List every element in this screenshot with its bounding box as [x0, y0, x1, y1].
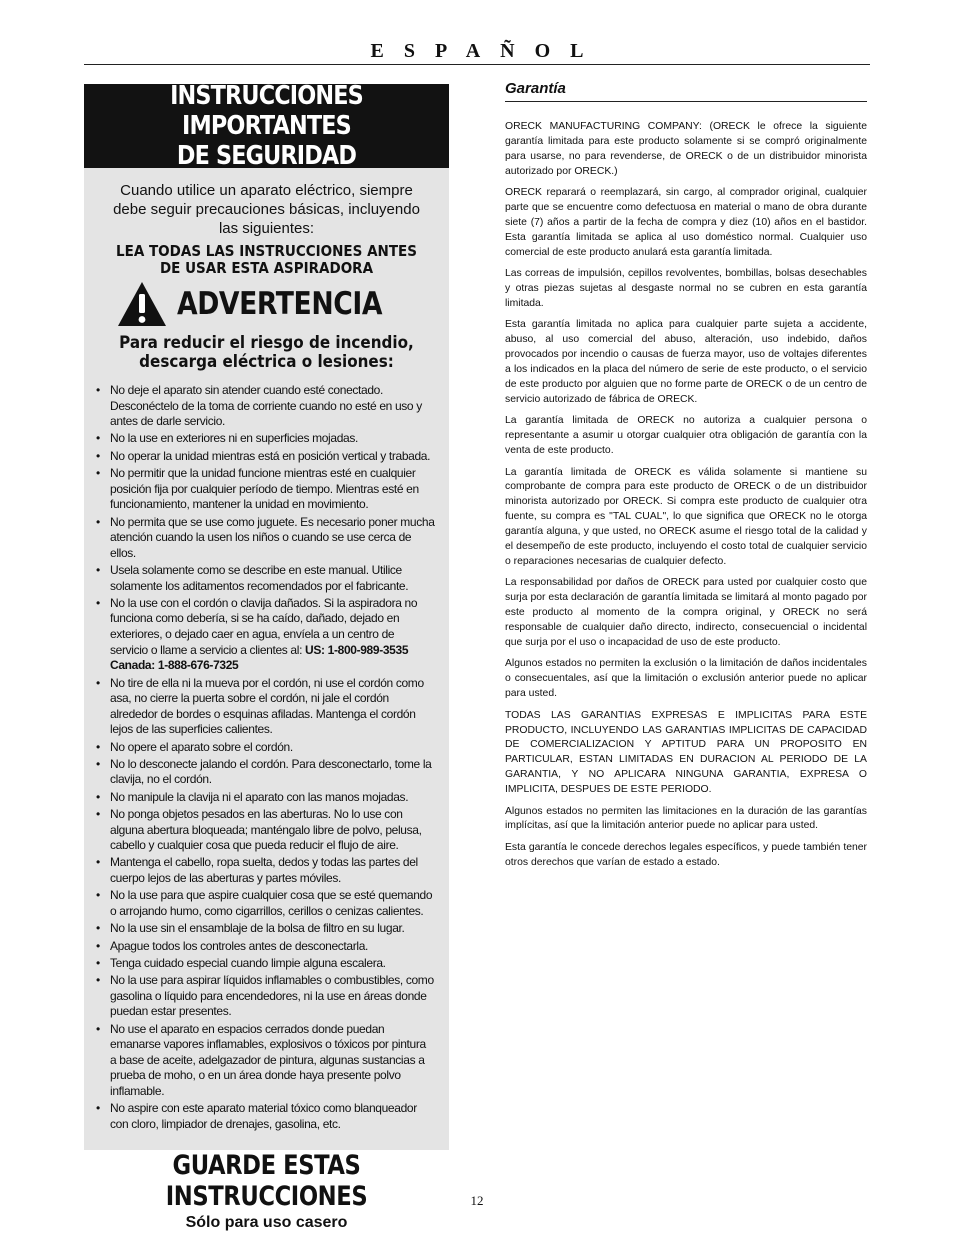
warranty-paragraph: ORECK reparará o reemplazará, sin cargo, al comprador original, cualquier parte que se encuentre como defectuosa en material o mano de obra durante siete (7) años a partir de la fecha de compra y diez (10) años en el bastidor. Esta garantía limitada se aplica al uso doméstico normal. Cualquier uso comercial de este producto anulará esta garantía limitada.: [505, 187, 867, 258]
read-line2: DE USAR ESTA ASPIRADORA: [159, 259, 374, 277]
warning-triangle-icon: [117, 281, 167, 327]
phone-canada: Canada: 1-888-676-7325: [110, 658, 239, 673]
list-item: • No permitir que la unidad funcione mientras esté en cualquier posición fija por cualquier período de tiempo. Mientras esté en funcionamiento, mantener la unidad en movimiento.: [96, 466, 435, 513]
list-item: • No aspire con este aparato material tóxico como blanqueador con cloro, limpiador de drenajes, gasolina, etc.: [96, 1101, 435, 1132]
list-item: • No permita que se use como juguete. Es necesario poner mucha atención cuando la usen los niños o cuando se use cerca de ellos.: [96, 515, 435, 562]
risk-subtitle: [99, 333, 435, 371]
list-item: • No opere el aparato sobre el cordón.: [96, 740, 435, 756]
list-item: • No ponga objetos pesados en las aberturas. No lo use con alguna abertura bloqueada; manténgalo libre de polvo, pelusa, cabello y cualquier cosa que pueda reducir el flujo de aire.: [96, 807, 435, 854]
warning-label: ADVERTENCIA: [177, 286, 383, 322]
safety-intro: Cuando utilice un aparato eléctrico, siempre debe seguir precauciones básicas, incluyendo las siguientes:: [113, 182, 420, 237]
warranty-section: [505, 80, 867, 877]
read-instructions-heading: [102, 243, 431, 277]
save-instructions-heading: GUARDE ESTAS INSTRUCCIONES: [165, 1150, 368, 1213]
phone-us: US: 1-800-989-3535: [305, 642, 409, 657]
warranty-paragraph: La garantía limitada de ORECK es válida solamente si mantiene su comprobante de compra para este producto de ORECK o de un distribuidor minorista autorizado por ORECK. Si compra este producto de cualquier otra fuente, su compra es "TAL CUAL", lo que significa que ORECK no le otorga garantía alguna, y que usted, no ORECK asume el riesgo total de la calidad y el desempeño de este producto, incluyendo el costo total de cualquier servicio o reparaciones necesarias de cualquier defecto.: [505, 466, 867, 567]
list-item-text: No la use con el cordón o clavija dañados. Si la aspiradora no funciona como debería, si se ha caído, dañado, dejado en exteriores, o dejado caer en agua, envíela a un centro de servicio o llame a servicio a clientes al:: [110, 595, 418, 657]
safety-title-line2: DE SEGURIDAD: [176, 141, 357, 171]
safety-panel: [84, 81, 449, 1232]
warranty-title: Garantía: [505, 80, 867, 102]
warranty-paragraph: Esta garantía limitada no aplica para cualquier parte sujeta a accidente, abuso, al uso comercial del abuso, alteración, uso indebido, daños provocados por incendio o causas de fuerza mayor, uso de voltajes diferentes a los indicados en la placa del número de serie de este producto, o el servicio de este producto por alguien que no forme parte de ORECK o de un centro de servicio autorizado de fábrica de ORECK.: [505, 319, 867, 405]
page-number: 12: [470, 1193, 484, 1208]
list-item: • Mantenga el cabello, ropa suelta, dedos y todas las partes del cuerpo lejos de las aberturas y partes móviles.: [96, 855, 435, 886]
list-item: [96, 596, 435, 674]
warning-banner: [84, 279, 449, 329]
list-item: • No operar la unidad mientras está en posición vertical y trabada.: [96, 449, 435, 465]
risk-subtitle-line2: descarga eléctrica o lesiones:: [139, 352, 394, 371]
list-item: • Tenga cuidado especial cuando limpie alguna escalera.: [96, 956, 435, 972]
list-item: • No lo desconecte jalando el cordón. Para desconectarlo, tome la clavija, no el cordón.: [96, 757, 435, 788]
list-item: • No la use para que aspire cualquier cosa que se esté quemando o arrojando humo, como cigarrillos, cerillos o cenizas calientes.: [96, 888, 435, 919]
list-item: • No manipule la clavija ni el aparato con las manos mojadas.: [96, 790, 435, 806]
warranty-paragraph: La responsabilidad por daños de ORECK para usted por cualquier costo que surja por esta declaración de garantía limitada se limitará al monto pagado por este producto al momento de la compra original, y ORECK no será responsable de cualquier daño directo, indirecto, consecuencial o incidental que surja por el uso o incapacidad de uso de este producto.: [505, 577, 867, 648]
list-item: • Apague todos los controles antes de desconectarla.: [96, 939, 435, 955]
read-line1: LEA TODAS LAS INSTRUCCIONES ANTES: [116, 242, 417, 260]
safety-title: [110, 81, 424, 171]
list-item: • Usela solamente como se describe en este manual. Utilice solamente los aditamentos recomendados por el fabricante.: [96, 563, 435, 594]
list-item: • No la use para aspirar líquidos inflamables o combustibles, como gasolina o líquido para encendedores, ni la use en áreas donde puedan estar presentes.: [96, 973, 435, 1020]
list-item: • No deje el aparato sin atender cuando esté conectado. Desconéctelo de la toma de corriente cuando no esté en uso y antes de darle servicio.: [96, 383, 435, 430]
warranty-paragraph: TODAS LAS GARANTIAS EXPRESAS E IMPLICITAS PARA ESTE PRODUCTO, INCLUYENDO LAS GARANTIAS IMPLICITAS DE CAPACIDAD DE COMERCIALIZACION Y APTITUD PARA UN PROPOSITO EN PARTICULAR, ESTAN LIMITADAS EN DURACION AL PERIODO DE LA GARANTIA, Y NO APLICARA NINGUNA GARANTIA, EXPRESA O IMPLICITA, DESPUES DE ESTE PERIODO.: [505, 709, 867, 796]
safety-list: [96, 383, 435, 1132]
risk-subtitle-line1: Para reducir el riesgo de incendio,: [119, 333, 414, 352]
list-item: • No la use en exteriores ni en superficies mojadas.: [96, 431, 435, 447]
warranty-paragraph: Esta garantía le concede derechos legales específicos, y puede también tener otros derechos que varían de estado a estado.: [505, 841, 867, 868]
warranty-paragraph: Algunos estados no permiten las limitaciones en la duración de las garantías implícitas, así que la limitación anterior puede no aplicar para usted.: [505, 805, 867, 832]
list-item: • No tire de ella ni la mueva por el cordón, ni use el cordón como asa, no cierre la puerta sobre el cordón, ni jale el cordón alrededor de bordes o esquinas afiladas. Mantenga el cordón lejos de las superficies calientes.: [96, 676, 435, 738]
list-item: • No use el aparato en espacios cerrados donde puedan emanarse vapores inflamables, explosivos o tóxicos por pintura a base de aceite, adelgazador de pintura, algunas sustancias a prueba de moho, o en un área donde haya presente polvo inflamable.: [96, 1022, 435, 1100]
warranty-body: [505, 120, 867, 871]
household-use-note: Sólo para uso casero: [185, 1214, 348, 1232]
header-rule: [84, 64, 870, 65]
warranty-paragraph: Algunos estados no permiten la exclusión o la limitación de daños incidentales o consecuentales, así que la limitación o exclusión anterior puede no aplicar para usted.: [505, 658, 867, 700]
safety-title-line1: INSTRUCCIONES IMPORTANTES: [170, 81, 363, 141]
warranty-paragraph: ORECK MANUFACTURING COMPANY: (ORECK le ofrece la siguiente garantía limitada para este producto solamente si se compró originalmente para usarse, no para revenderse, de ORECK o de un distribuidor minorista autorizado por ORECK.): [505, 121, 867, 177]
warranty-paragraph: La garantía limitada de ORECK no autoriza a cualquier persona o representante a asumir u otorgar cualquier otra obligación de garantía con la venta de este producto.: [505, 415, 867, 457]
language-header: ESPAÑOL: [370, 40, 604, 62]
list-item: • No la use sin el ensamblaje de la bolsa de filtro en su lugar.: [96, 921, 435, 937]
safety-title-box: [84, 81, 449, 171]
warranty-paragraph: Las correas de impulsión, cepillos revolventes, bombillas, bolsas desechables y otras piezas sujetas al desgaste normal no se cubren en esta garantía limitada.: [505, 268, 867, 309]
